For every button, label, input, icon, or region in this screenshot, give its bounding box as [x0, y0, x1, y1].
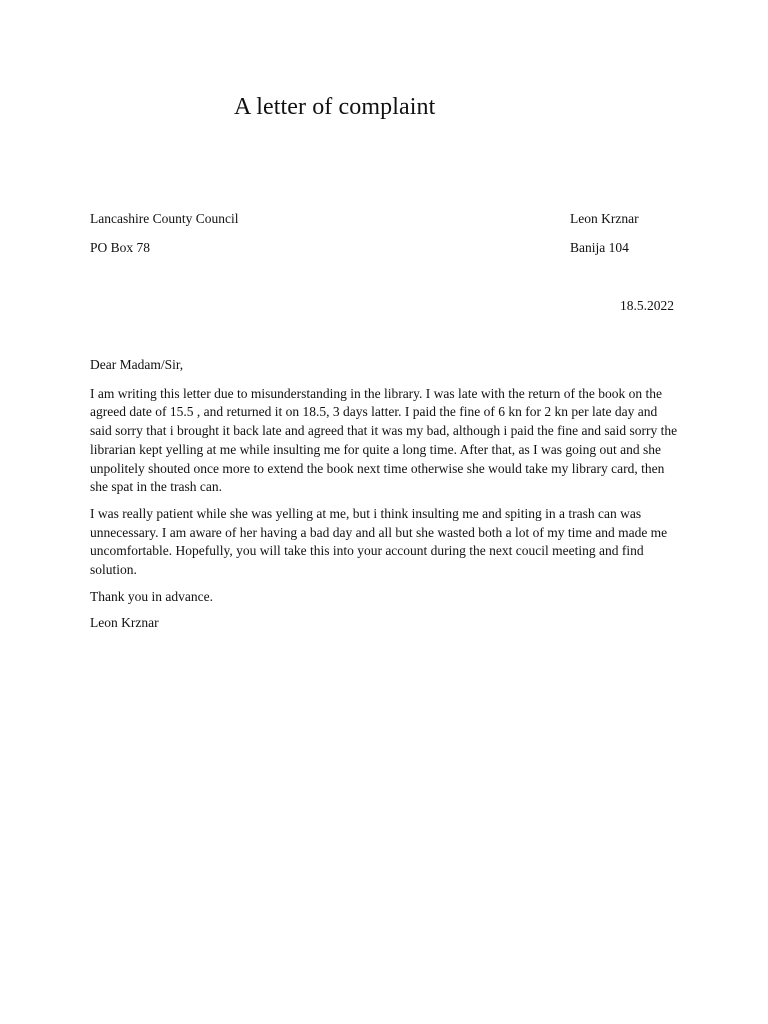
letter-title: A letter of complaint	[234, 94, 436, 120]
body-paragraph-2: I was really patient while she was yelling at me, but i think insulting me and spiting in a trash can was unnecessary. I am aware of her having a bad day and all but she wasted both a lot of my time and made me uncomfortable. Hopefully, you will take this into your account during the next coucil meeting and find solution.	[90, 505, 668, 578]
recipient-address: PO Box 78	[90, 240, 151, 255]
letter-date: 18.5.2022	[620, 298, 674, 313]
signature: Leon Krznar	[90, 615, 159, 631]
sender-address: Banija 104	[570, 240, 629, 255]
salutation: Dear Madam/Sir,	[90, 357, 184, 372]
letter-body	[90, 356, 680, 641]
closing: Thank you in advance.	[90, 588, 213, 604]
body-paragraph-1: I am writing this letter due to misunderstanding in the library. I was late with the return of the book on the agreed date of 15.5 , and returned it on 18.5, 3 days latter. I paid the fine of 6 kn for 2 kn per late day and said sorry that i brought it back late and agreed that it was my bad, although i paid the fine and said sorry the librarian kept yelling at me while insulting me for quite a long time. After that, as I was going out and she unpolitely shouted once more to extend the book next time otherwise she would take my library card, then she spat in the trash can.	[90, 385, 678, 495]
recipient-name: Lancashire County Council	[90, 211, 239, 226]
sender-name: Leon Krznar	[570, 211, 639, 226]
